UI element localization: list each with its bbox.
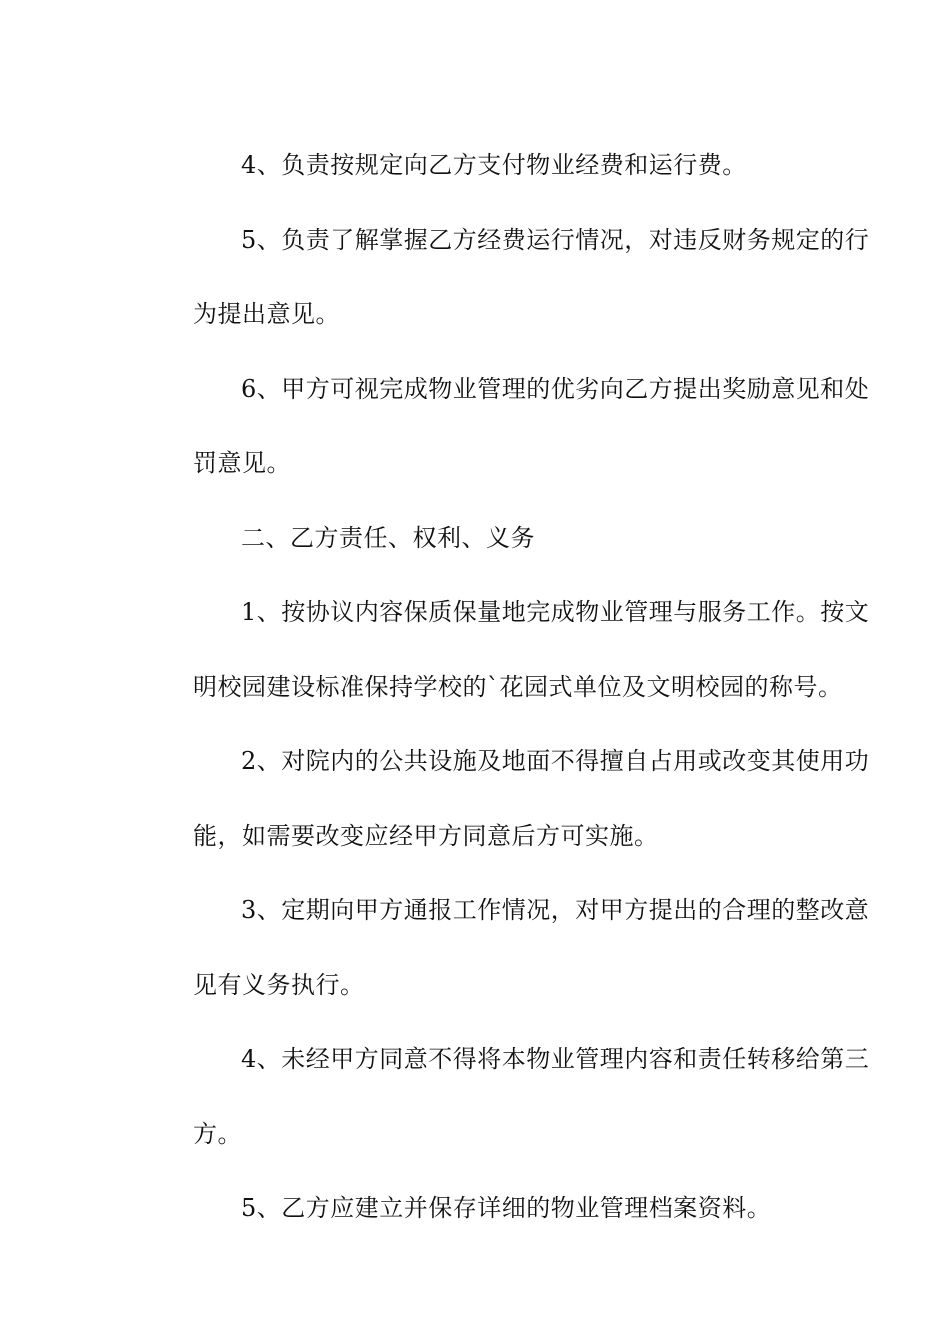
paragraph-line: 2、对院内的公共设施及地面不得擅自占用或改变其使用功 [241, 747, 870, 775]
paragraph-no-transfer [145, 1022, 870, 1171]
paragraph-line: 罚意见。 [193, 449, 291, 477]
paragraph-line: 见有义务执行。 [193, 970, 365, 999]
paragraph-line: 方。 [193, 1119, 242, 1148]
section-heading-text: 二、乙方责任、权利、义务 [241, 523, 535, 552]
paragraph-line: 4、未经甲方同意不得将本物业管理内容和责任转移给第三 [241, 1045, 870, 1073]
paragraph-line: 6、甲方可视完成物业管理的优劣向乙方提出奖励意见和处 [241, 374, 870, 403]
paragraph-line: 1、按协议内容保质保量地完成物业管理与服务工作。按文 [241, 598, 870, 626]
paragraph-line: 能，如需要改变应经甲方同意后方可实施。 [193, 821, 659, 850]
paragraph-payment-obligation [145, 128, 810, 203]
paragraph-line: 3、定期向甲方通报工作情况，对甲方提出的合理的整改意 [241, 896, 870, 924]
paragraph-reporting [145, 873, 870, 1022]
paragraph-line: 为提出意见。 [193, 300, 340, 328]
section-heading-party-b [145, 501, 810, 576]
paragraph-reward-penalty [145, 352, 870, 501]
paragraph-line: 4、负责按规定向乙方支付物业经费和运行费。 [241, 151, 747, 179]
paragraph-line: 5、乙方应建立并保存详细的物业管理档案资料。 [241, 1194, 772, 1222]
paragraph-line: 5、负责了解掌握乙方经费运行情况，对违反财务规定的行 [241, 225, 870, 254]
paragraph-records [145, 1171, 810, 1246]
paragraph-service-quality [145, 575, 870, 724]
paragraph-public-facilities [145, 724, 870, 873]
paragraph-expense-supervision [145, 203, 870, 352]
document-body [145, 128, 870, 1246]
paragraph-line: 明校园建设标准保持学校的`花园式单位及文明校园的称号。 [193, 672, 843, 701]
